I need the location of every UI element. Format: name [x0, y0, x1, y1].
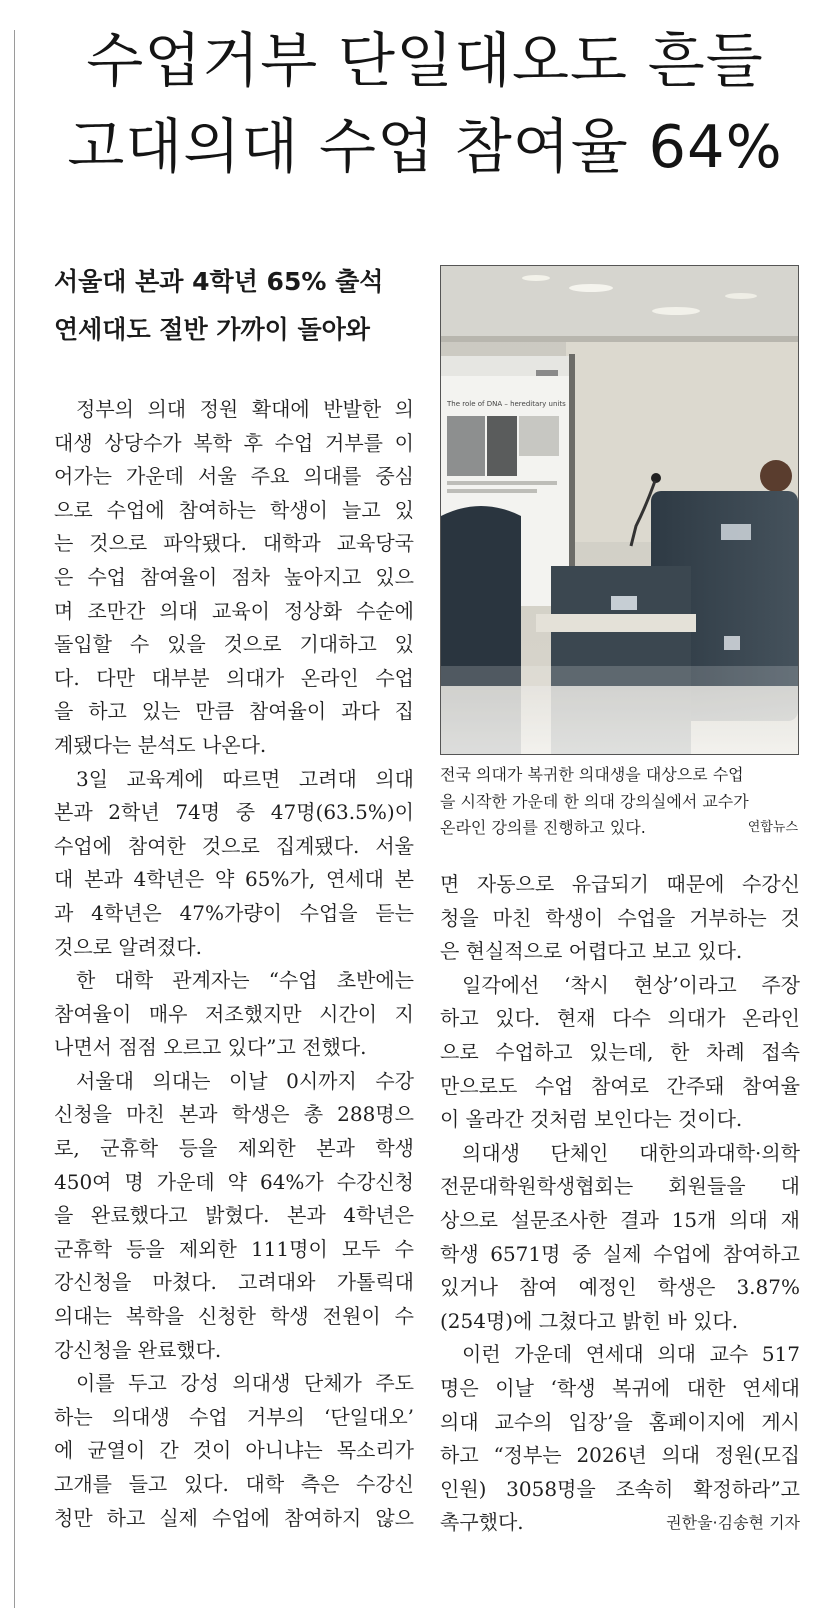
final-line-row: [440, 1506, 800, 1540]
body-line: 의대는 복학을 신청한 학생 전원이 수: [54, 1304, 414, 1329]
body-line: 만으로도 수업 참여로 간주돼 참여율: [440, 1073, 800, 1098]
body-line: 것으로 알려졌다.: [54, 934, 202, 959]
body-line: 하고 “정부는 2026년 의대 정원(모집: [440, 1443, 800, 1468]
body-line: 며 조만간 의대 교육이 정상화 수순에: [54, 598, 414, 623]
body-line: 상으로 설문조사한 결과 15개 의대 재: [440, 1207, 800, 1232]
body-line: 이런 가운데 연세대 의대 교수 517: [462, 1342, 800, 1367]
body-line: 450여 명 가운데 약 64%가 수강신청: [54, 1169, 414, 1194]
body-line: 의대 교수의 입장’을 홈페이지에 게시: [440, 1409, 800, 1434]
body-line: 하고 있다. 현재 다수 의대가 온라인: [440, 1006, 800, 1031]
body-line: 에 균열이 간 것이 아니냐는 목소리가: [54, 1438, 414, 1463]
body-line: 전문대학원학생협회는 회원들을 대: [440, 1174, 800, 1199]
body-line: 나면서 점점 오르고 있다”고 전했다.: [54, 1035, 367, 1060]
body-line: 강신청을 마쳤다. 고려대와 가톨릭대: [54, 1270, 414, 1295]
body-line: 고개를 들고 있다. 대학 측은 수강신: [54, 1472, 414, 1496]
body-line: 대 본과 4학년은 약 65%가, 연세대 본: [54, 867, 414, 892]
body-line: 어가는 가운데 서울 주요 의대를 중심: [54, 464, 414, 489]
body-line: 면 자동으로 유급되기 때문에 수강신: [440, 872, 800, 896]
body-line: 신청을 마친 본과 학생은 총 288명으: [54, 1102, 414, 1127]
body-line: 있거나 참여 예정인 학생은 3.87%: [440, 1275, 800, 1300]
body-line: 일각에선 ‘착시 현상’이라고 주장: [462, 972, 800, 997]
body-line: 청을 마친 학생이 수업을 거부하는 것: [440, 905, 800, 930]
body-line: 수업에 참여한 것으로 집계됐다. 서울: [54, 833, 414, 858]
caption-line-2: 을 시작한 가운데 한 의대 강의실에서 교수가: [440, 791, 749, 811]
subhead-line-1: 서울대 본과 4학년 65% 출석: [54, 267, 384, 296]
headline-line-2: 고대의대 수업 참여율 64%: [67, 112, 783, 181]
body-line: 군휴학 등을 제외한 111명이 모두 수: [54, 1236, 414, 1261]
body-line: 을 완료했다고 밝혔다. 본과 4학년은: [54, 1203, 414, 1228]
body-line: 은 현실적으로 어렵다고 보고 있다.: [440, 939, 743, 964]
column-rule: [14, 30, 15, 1608]
body-line: 명은 이날 ‘학생 복귀에 대한 연세대: [440, 1375, 800, 1400]
body-line: 본과 2학년 74명 중 47명(63.5%)이: [54, 800, 414, 825]
body-line: 으로 수업하고 있는데, 한 차례 접속: [440, 1039, 800, 1064]
photo-caption: [440, 762, 800, 842]
body-line: 강신청을 완료했다.: [54, 1337, 222, 1362]
body-line: 촉구했다.: [440, 1510, 524, 1535]
body-line: 의대생 단체인 대한의과대학·의학: [462, 1140, 800, 1165]
body-line: 인원) 3058명을 조속히 확정하라”고: [440, 1476, 800, 1501]
body-line: 다. 다만 대부분 의대가 온라인 수업: [54, 665, 414, 690]
body-line: 돌입할 수 있을 것으로 기대하고 있: [54, 632, 414, 657]
body-line: 대생 상당수가 복학 후 수업 거부를 이: [54, 430, 414, 455]
body-line: 정부의 의대 정원 확대에 반발한 의: [76, 397, 414, 421]
slide-title: The role of DNA – hereditary units: [447, 400, 566, 408]
body-line: 계됐다는 분석도 나온다.: [54, 732, 267, 757]
body-line: (254명)에 그쳤다고 밝힌 바 있다.: [440, 1308, 739, 1333]
body-line: 로, 군휴학 등을 제외한 본과 학생: [54, 1136, 414, 1161]
body-line: 서울대 의대는 이날 0시까지 수강: [76, 1068, 414, 1093]
subheadline: [54, 258, 424, 354]
body-line: 청만 하고 실제 수업에 참여하지 않으: [54, 1505, 414, 1530]
body-line: 한 대학 관계자는 “수업 초반에는: [76, 968, 414, 993]
headline-line-1: 수업거부 단일대오도 흔들: [86, 26, 764, 95]
body-line: 참여율이 매우 저조했지만 시간이 지: [54, 1001, 414, 1026]
subhead-line-2: 연세대도 절반 가까이 돌아와: [54, 315, 370, 344]
body-line: 는 것으로 파악됐다. 대학과 교육당국: [54, 531, 414, 556]
body-line: 이 올라간 것처럼 보인다는 것이다.: [440, 1107, 743, 1132]
body-line: 학생 6571명 중 실제 수업에 참여하고: [440, 1241, 800, 1266]
caption-line-3: 온라인 강의를 진행하고 있다.: [440, 818, 646, 837]
reporter-byline: 권한울·김송현 기자: [666, 1513, 800, 1533]
body-line: 을 하고 있는 만큼 참여율이 과다 집: [54, 699, 414, 724]
news-photo: [440, 265, 799, 755]
body-line: 으로 수업에 참여하는 학생이 늘고 있: [54, 497, 414, 522]
article-column-left: [54, 393, 414, 1535]
body-line: 은 수업 참여율이 점차 높아지고 있으: [54, 564, 414, 589]
caption-line-1: 전국 의대가 복귀한 의대생을 대상으로 수업: [440, 765, 744, 784]
body-line: 3일 교육계에 따르면 고려대 의대: [76, 766, 414, 791]
lecture-hall-photo-icon: [441, 266, 798, 754]
photo-credit: 연합뉴스: [747, 820, 798, 835]
article-column-right: [440, 868, 800, 1540]
body-line: 이를 두고 강성 의대생 단체가 주도: [76, 1371, 414, 1396]
headline: [30, 18, 820, 190]
body-line: 하는 의대생 수업 거부의 ‘단일대오’: [54, 1404, 414, 1429]
body-line: 과 4학년은 47%가량이 수업을 듣는: [54, 900, 414, 925]
caption-line-3-row: [440, 815, 800, 842]
